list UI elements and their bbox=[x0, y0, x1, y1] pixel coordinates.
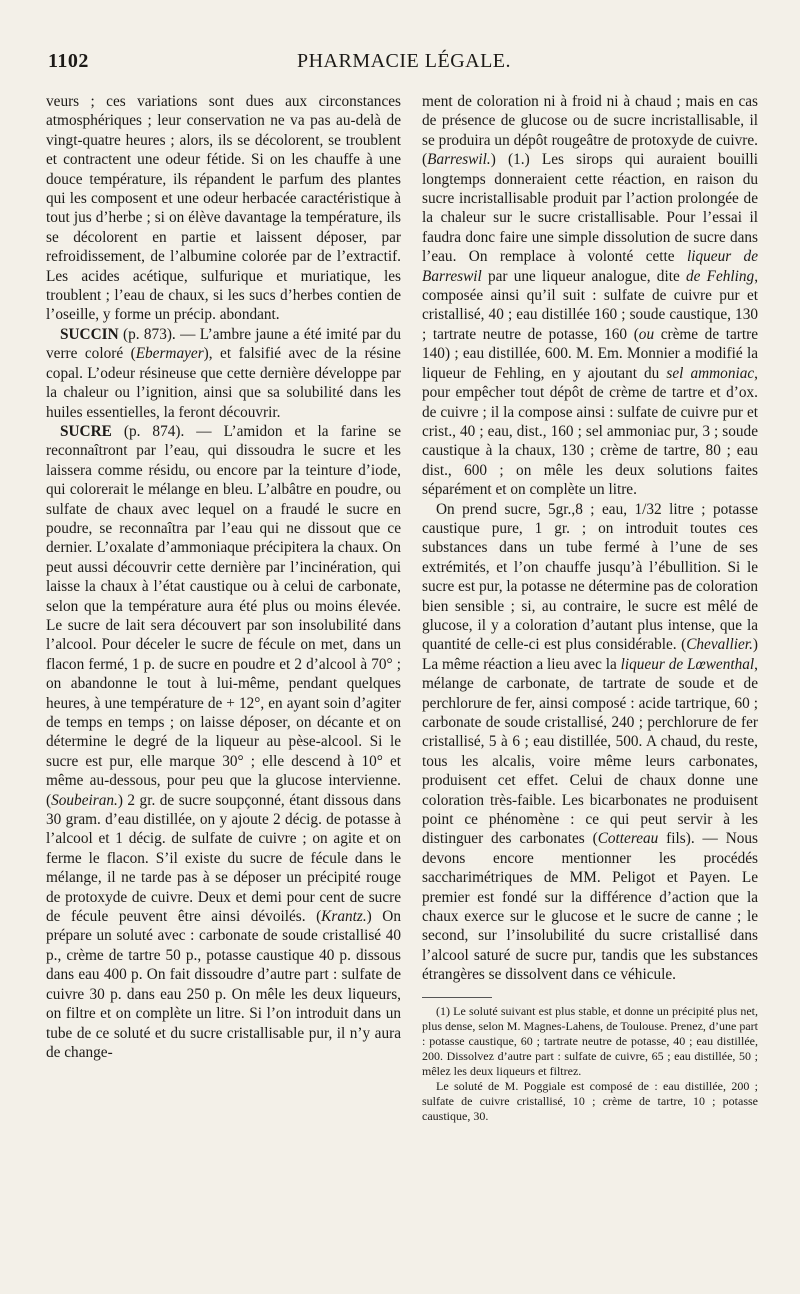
paragraph-continuation bbox=[46, 92, 401, 325]
entry-text: (p. 873). — L’ambre jaune a été imité par du verre coloré ( bbox=[46, 325, 401, 363]
author-citation: Soubeiran. bbox=[51, 791, 118, 809]
paragraph-text: crème de tartre 140) ; eau distillée, 600. M. Em. Monnier a modifié la liqueur de Fehling, en y ajoutant du bbox=[422, 325, 758, 382]
entry-sucre bbox=[46, 422, 401, 1062]
footnote-2: Le soluté de M. Poggiale est composé de : eau distillée, 200 ; sulfate de cuivre cristallisé, 10 ; crème de tartre, 10 ; potasse caustique, 30. bbox=[422, 1078, 758, 1123]
page-header bbox=[48, 50, 760, 80]
italic-term: sel ammoniac bbox=[666, 364, 755, 382]
author-citation: Krantz. bbox=[321, 908, 367, 926]
paragraph-text: par une liqueur analogue, dite bbox=[481, 267, 686, 285]
footnote-1: (1) Le soluté suivant est plus stable, et donne un précipité plus net, plus dense, selon M. Magnes-Lahens, de Toulouse. Prenez, d’une part : potasse caustique, 60 ; tartrate neutre de potasse, 40 ; eau distillée, 200. Dissolvez d’autre part : sulfate de cuivre, 65 ; eau distillée, 50 ; mêlez les deux liqueurs et filtrez. bbox=[422, 1003, 758, 1078]
entry-text: (p. 874). — L’amidon et la farine se reconnaîtront par l’eau, qui dissoudra le sucre et les laissera comme résidu, ou encore par la teinture d’iode, qui colorerait le mélange en bleu. L’albâtre en poudre, ou sulfate de chaux avec lequel on a fraudé le sucre en poudre, se reconnaîtra par l’eau qui ne dissout que ce dernier. L’oxalate d’ammoniaque précipitera la chaux. On peut aussi découvrir cette dernière par l’incinération, qui laisse la chaux à l’état caustique ou à celui de carbonate, selon que la température aura été plus ou moins élevée. Le sucre de lait sera découvert par son insolubilité dans l’alcool. Pour déceler le sucre de fécule on met, dans un flacon fermé, 1 p. de sucre en poudre et 2 d’alcool à 70° ; on abandonne le tout à lui-même, pendant quelques heures, à une température de + 12°, en ayant soin d’agiter de temps en temps ; on laisse déposer, on décante et on détermine le degré de la liqueur au pèse-alcool. Si le sucre est pur, elle marque 30° ; elle descend à 10° et même au-dessous, pour peu que la glucose intervienne. ( bbox=[46, 422, 401, 809]
italic-term: ou bbox=[638, 325, 655, 343]
author-citation: Chevallier. bbox=[686, 636, 753, 654]
italic-term: de Fehling bbox=[685, 267, 755, 285]
running-title: PHARMACIE LÉGALE. bbox=[296, 50, 512, 72]
footnote-divider bbox=[422, 997, 492, 998]
left-column bbox=[46, 92, 401, 1062]
author-citation: Ebermayer bbox=[135, 345, 204, 363]
paragraph-text: ) La même réaction a lieu avec la bbox=[422, 636, 758, 673]
paragraph-text: ) (1.) Les sirops qui auraient bouilli longtemps donneraient cette réaction, en raison du sucre incristallisable produit par l’action prolongée de la chaleur sur le sucre cristallisable. Pour l’essai il faudra donc faire une simple dissolution de sucre dans l’eau. On remplace à volonté cette bbox=[422, 151, 758, 266]
paragraph-text: ment de coloration ni à froid ni à chaud ; mais en cas de présence de glucose ou de sucre incristallisable, il se produira un dépôt rougeâtre de protoxyde de cuivre. ( bbox=[422, 93, 758, 169]
paragraph-text: , mélange de carbonate, de tartrate de soude et de perchlorure de fer, ainsi composé : acide tartrique, 60 ; carbonate de soude cristallisé, 240 ; perchlorure de fer cristallisé, 5 à 6 ; eau distillée, 500. A chaud, du reste, tous les alcalis, voire même leurs carbonates, produisent cet effet. Celui de chaux donne une coloration très-faible. Les bicarbonates ne produisent point ce phénomène : ce qui peut servir à les distinguer des carbonates ( bbox=[422, 655, 758, 848]
page-number: 1102 bbox=[48, 50, 89, 72]
italic-term: liqueur de Lœwenthal bbox=[620, 655, 755, 673]
entry-heading-succin: SUCCIN bbox=[60, 325, 119, 343]
entry-text: ) 2 gr. de sucre soupçonné, étant dissous dans 30 gram. d’eau distillée, on y ajoute 2 décig. de potasse à l’alcool et 1 décig. de sulfate de cuivre ; on agite et on ferme le flacon. S’il existe du sucre de fécule dans le mélange, il ne tarde pas à se déposer un précipité rouge de protoxyde de cuivre. Deux et demi pour cent de sucre de fécule peuvent être ainsi dévoilés. ( bbox=[46, 791, 401, 926]
author-citation: Barreswil. bbox=[427, 151, 491, 169]
entry-text: ), et falsifié avec de la résine copal. L’odeur résineuse que cette dernière développe par la chaleur ou l’ignition, ainsi que sa solubilité dans les huiles essentielles, la feront découvrir. bbox=[46, 345, 401, 421]
entry-heading-sucre: SUCRE bbox=[60, 422, 112, 440]
right-column bbox=[422, 92, 758, 1124]
paragraph-text: On prend sucre, 5gr.,8 ; eau, 1/32 litre ; potasse caustique pure, 1 gr. ; on introduit toutes ces substances dans un tube fermé à l’une de ses extrémités, et l’on chauffe jusqu’à l’ébullition. Si le sucre est pur, la potasse ne détermine pas de coloration bien sensible ; si, au contraire, le sucre est mêlé de glucose, il y a coloration d’autant plus intense, que la quantité de celle-ci est plus considérable. ( bbox=[422, 500, 758, 654]
paragraph-text: veurs ; ces variations sont dues aux circonstances atmosphériques ; leur conservation ne va pas au-delà de vingt-quatre heures ; alors, ils se décolorent, se troublent et contractent une odeur fétide. Si on les chauffe à une douce température, ils répandent le parfum des plantes qui les composent et une odeur herbacée caractéristique à tout jus d’herbe ; si on élève davantage la température, ils se décolorent en partie et laissent déposer, par refroidissement, de l’albumine colorée par de l’extractif. Les acides acétique, sulfurique et muriatique, les troublent ; l’eau de chaux, si les sucs d’herbes contien de l’oseille, y forme un précip. abondant. bbox=[46, 93, 401, 324]
entry-text: ) On prépare un soluté avec : carbonate de soude cristallisé 40 p., crème de tartre 50 p., potasse caustique 40 p. dissous dans eau 400 p. On fait dissoudre d’autre part : sulfate de cuivre 30 p. dans eau 250 p. On mêle les deux liqueurs, on filtre et on complète un litre. Si l’on introduit dans un tube de ce soluté et du sucre cristallisable pur, il n’y aura de change- bbox=[46, 908, 401, 1061]
paragraph-text: , pour empêcher tout dépôt de crème de tartre et d’ox. de cuivre ; il la compose ainsi : sulfate de cuivre pur et crist., 40 ; eau, dist., 160 ; sel ammoniac pur, 3 ; soude caustique à la chaux, 130 ; crème de tartre, 80 ; eau dist., 600 ; on mêle les deux solutions faites séparément et on complète un litre. bbox=[422, 364, 758, 499]
paragraph-text: , composée ainsi qu’il suit : sulfate de cuivre pur et cristallisé, 40 ; eau distillée 160 ; soude caustique, 130 ; tartrate neutre de potasse, 160 ( bbox=[422, 267, 759, 343]
author-citation: Cottereau bbox=[597, 830, 659, 848]
italic-term: liqueur de Barreswil bbox=[422, 248, 758, 285]
paragraph-text: fils). — Nous devons encore mentionner les procédés saccharimétriques de MM. Peligot et Payen. Le premier est fondé sur la différence d’action que la chaux exerce sur le glucose et le sucre de canne ; le second, sur l’insolubilité du sucre cristallisé dans l’alcool saturé de sucre pur, tandis que les substances étrangères se dissolvent dans ce véhicule. bbox=[422, 830, 758, 984]
paragraph bbox=[422, 500, 758, 985]
entry-succin bbox=[46, 325, 401, 422]
paragraph-continuation bbox=[422, 92, 758, 500]
